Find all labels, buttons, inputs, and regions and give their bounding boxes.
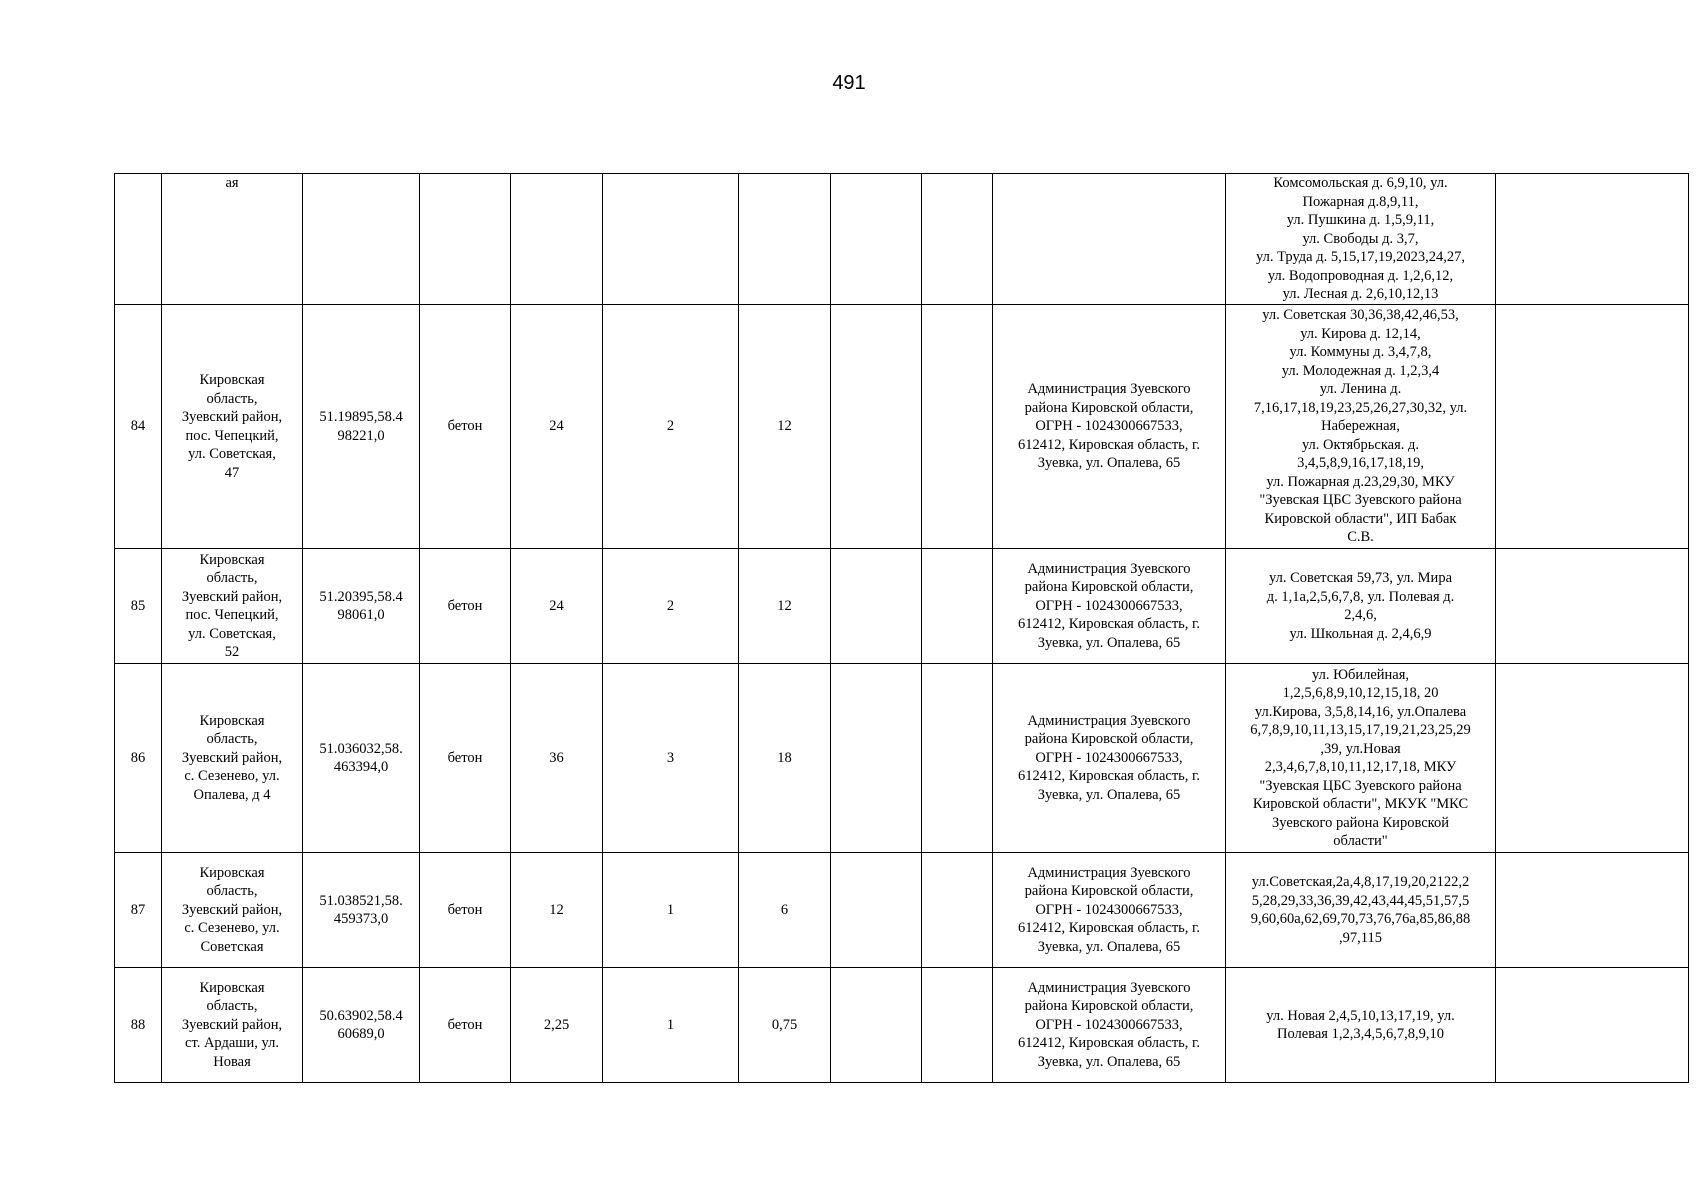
cell-empty — [922, 853, 993, 968]
cell-containers: 2 — [603, 305, 739, 549]
table-row — [115, 305, 1689, 549]
cell-empty — [831, 549, 922, 664]
cell-num: 85 — [115, 549, 162, 664]
cell-empty — [922, 174, 993, 305]
cell-volume: 18 — [739, 664, 831, 853]
cell-owner: Администрация Зуевского района Кировской области, ОГРН - 1024300667533, 612412, Кировская область, г. Зуевка, ул. Опалева, 65 — [993, 664, 1226, 853]
cell-containers: 3 — [603, 664, 739, 853]
cell-empty — [922, 549, 993, 664]
cell-owner: Администрация Зуевского района Кировской области, ОГРН - 1024300667533, 612412, Кировская область, г. Зуевка, ул. Опалева, 65 — [993, 549, 1226, 664]
table-row — [115, 664, 1689, 853]
cell-containers: 1 — [603, 853, 739, 968]
cell-empty — [831, 968, 922, 1083]
cell-served: ул. Юбилейная, 1,2,5,6,8,9,10,12,15,18, 20 ул.Кирова, 3,5,8,14,16, ул.Опалева 6,7,8,9,10,11,13,15,17,19,21,23,25,29 ,39, ул.Новая 2,3,4,6,7,8,10,11,12,17,18, МКУ "Зуевская ЦБС Зуевского района Кировской области", МКУК "МКС Зуевского района Кировской области" — [1226, 664, 1496, 853]
cell-empty — [831, 664, 922, 853]
cell-surface: бетон — [420, 968, 511, 1083]
cell-location: Кировская область, Зуевский район, с. Сезенево, ул. Опалева, д 4 — [162, 664, 303, 853]
cell-surface: бетон — [420, 853, 511, 968]
cell-volume: 6 — [739, 853, 831, 968]
cell-owner — [993, 174, 1226, 305]
cell-area: 2,25 — [511, 968, 603, 1083]
cell-num — [115, 174, 162, 305]
cell-notes — [1496, 664, 1689, 853]
cell-empty — [922, 305, 993, 549]
page-number: 491 — [832, 72, 866, 94]
cell-surface: бетон — [420, 664, 511, 853]
cell-notes — [1496, 853, 1689, 968]
cell-notes — [1496, 968, 1689, 1083]
cell-volume — [739, 174, 831, 305]
cell-area: 36 — [511, 664, 603, 853]
cell-containers: 1 — [603, 968, 739, 1083]
cell-coords: 50.63902,58.4 60689,0 — [303, 968, 420, 1083]
cell-notes — [1496, 305, 1689, 549]
cell-empty — [831, 305, 922, 549]
cell-served: ул.Советская,2а,4,8,17,19,20,2122,2 5,28,29,33,36,39,42,43,44,45,51,57,5 9,60,60а,62,69,70,73,76,76а,85,86,88 ,97,115 — [1226, 853, 1496, 968]
cell-coords: 51.19895,58.4 98221,0 — [303, 305, 420, 549]
cell-served: ул. Советская 30,36,38,42,46,53, ул. Кирова д. 12,14, ул. Коммуны д. 3,4,7,8, ул. Молодежная д. 1,2,3,4 ул. Ленина д. 7,16,17,18,19,23,25,26,27,30,32, ул. Набережная, ул. Октябрьская. д. 3,4,5,8,9,16,17,18,19, ул. Пожарная д.23,29,30, МКУ "Зуевская ЦБС Зуевского района Кировской области", ИП Бабак С.В. — [1226, 305, 1496, 549]
cell-location: Кировская область, Зуевский район, с. Сезенево, ул. Советская — [162, 853, 303, 968]
cell-num: 88 — [115, 968, 162, 1083]
cell-coords: 51.038521,58. 459373,0 — [303, 853, 420, 968]
cell-containers: 2 — [603, 549, 739, 664]
cell-served: Комсомольская д. 6,9,10, ул. Пожарная д.8,9,11, ул. Пушкина д. 1,5,9,11, ул. Свободы д. 3,7, ул. Труда д. 5,15,17,19,2023,24,27, ул. Водопроводная д. 1,2,6,12, ул. Лесная д. 2,6,10,12,13 — [1226, 174, 1496, 305]
waste-sites-table — [114, 173, 1689, 1083]
cell-volume: 0,75 — [739, 968, 831, 1083]
cell-volume: 12 — [739, 549, 831, 664]
cell-surface — [420, 174, 511, 305]
cell-location: ая — [162, 174, 303, 305]
cell-owner: Администрация Зуевского района Кировской области, ОГРН - 1024300667533, 612412, Кировская область, г. Зуевка, ул. Опалева, 65 — [993, 305, 1226, 549]
cell-served: ул. Новая 2,4,5,10,13,17,19, ул. Полевая 1,2,3,4,5,6,7,8,9,10 — [1226, 968, 1496, 1083]
table-row — [115, 853, 1689, 968]
cell-empty — [922, 968, 993, 1083]
cell-surface: бетон — [420, 305, 511, 549]
cell-empty — [831, 174, 922, 305]
cell-num: 86 — [115, 664, 162, 853]
cell-area — [511, 174, 603, 305]
cell-area: 24 — [511, 549, 603, 664]
cell-containers — [603, 174, 739, 305]
cell-owner: Администрация Зуевского района Кировской области, ОГРН - 1024300667533, 612412, Кировская область, г. Зуевка, ул. Опалева, 65 — [993, 853, 1226, 968]
cell-empty — [922, 664, 993, 853]
cell-served: ул. Советская 59,73, ул. Мира д. 1,1а,2,5,6,7,8, ул. Полевая д. 2,4,6, ул. Школьная д. 2,4,6,9 — [1226, 549, 1496, 664]
cell-area: 24 — [511, 305, 603, 549]
cell-surface: бетон — [420, 549, 511, 664]
cell-num: 87 — [115, 853, 162, 968]
cell-coords — [303, 174, 420, 305]
cell-location: Кировская область, Зуевский район, пос. Чепецкий, ул. Советская, 52 — [162, 549, 303, 664]
table-row-continuation — [115, 174, 1689, 305]
table-row — [115, 549, 1689, 664]
cell-location: Кировская область, Зуевский район, пос. Чепецкий, ул. Советская, 47 — [162, 305, 303, 549]
cell-owner: Администрация Зуевского района Кировской области, ОГРН - 1024300667533, 612412, Кировская область, г. Зуевка, ул. Опалева, 65 — [993, 968, 1226, 1083]
cell-notes — [1496, 174, 1689, 305]
cell-location: Кировская область, Зуевский район, ст. Ардаши, ул. Новая — [162, 968, 303, 1083]
cell-coords: 51.036032,58. 463394,0 — [303, 664, 420, 853]
cell-coords: 51.20395,58.4 98061,0 — [303, 549, 420, 664]
cell-num: 84 — [115, 305, 162, 549]
cell-empty — [831, 853, 922, 968]
cell-volume: 12 — [739, 305, 831, 549]
cell-notes — [1496, 549, 1689, 664]
table-row — [115, 968, 1689, 1083]
cell-area: 12 — [511, 853, 603, 968]
